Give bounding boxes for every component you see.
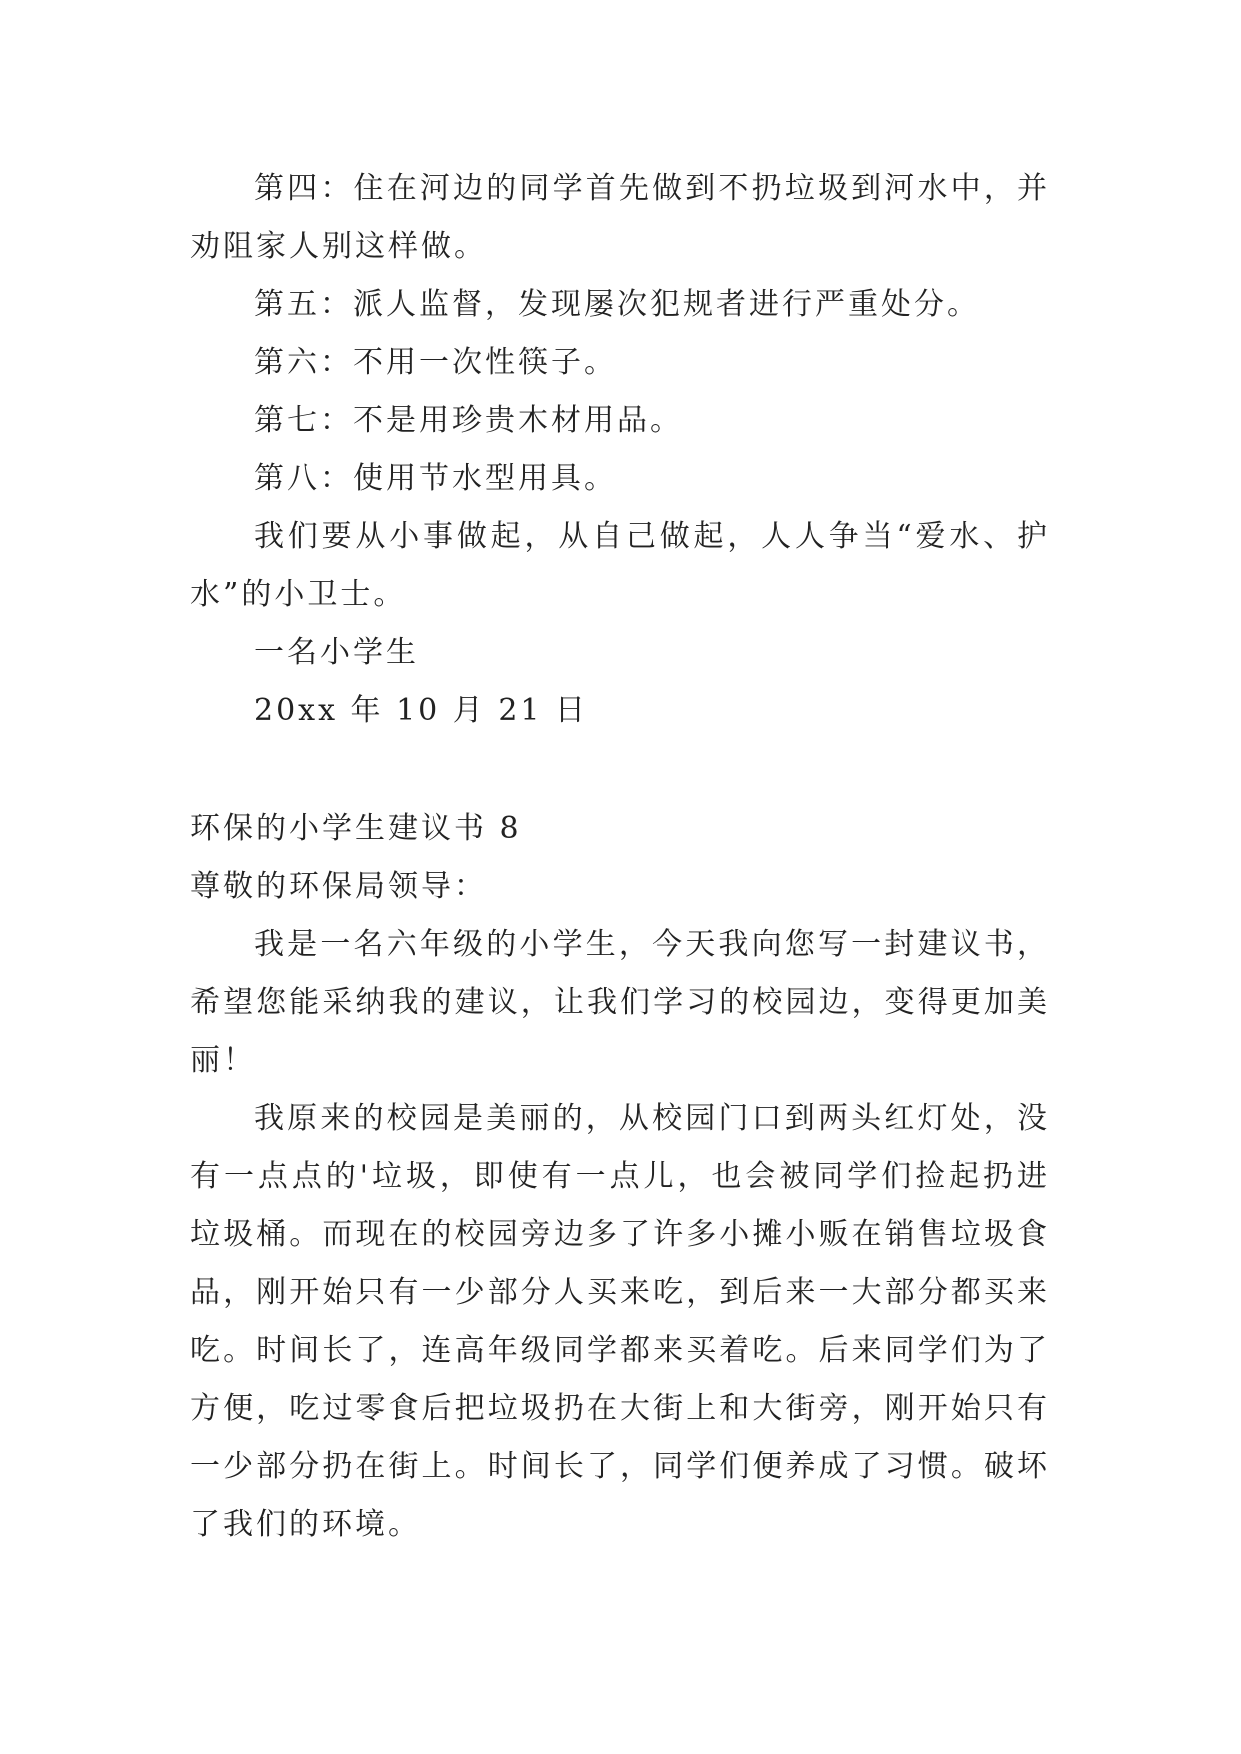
section-title: 环保的小学生建议书 8 — [190, 811, 522, 846]
date: 20xx 年 10 月 21 日 — [254, 693, 589, 728]
paragraph-2: 我原来的校园是美丽的，从校园门口到两头红灯处，没有一点点的'垃圾，即使有一点儿，也会被同学们捡起扔进垃圾桶。而现在的校园旁边多了许多小摊小贩在销售垃圾食品，刚开始只有一少部分人买来吃，到后来一大部分都买来吃。时间长了，连高年级同学都来买着吃。后来同学们为了方便，吃过零食后把垃圾扔在大街上和大街旁，刚开始只有一少部分扔在街上。时间长了，同学们便养成了习惯。破坏了我们的环境。 — [190, 1101, 1050, 1542]
list-item-8: 第八：使用节水型用具。 — [254, 461, 617, 496]
closing-paragraph: 我们要从小事做起，从自己做起，人人争当“爱水、护水”的小卫士。 — [190, 519, 1050, 612]
paragraph-1: 我是一名六年级的小学生，今天我向您写一封建议书，希望您能采纳我的建议，让我们学习的校园边，变得更加美丽！ — [190, 927, 1050, 1078]
list-item-7: 第七：不是用珍贵木材用品。 — [254, 403, 683, 438]
list-item-6: 第六：不用一次性筷子。 — [254, 345, 617, 380]
list-item-5: 第五：派人监督，发现屡次犯规者进行严重处分。 — [254, 287, 980, 322]
signature: 一名小学生 — [254, 635, 419, 670]
salutation: 尊敬的环保局领导： — [190, 869, 487, 904]
list-item-4: 第四：住在河边的同学首先做到不扔垃圾到河水中，并劝阻家人别这样做。 — [190, 171, 1050, 264]
document-body — [190, 160, 1050, 1554]
section-spacer — [190, 740, 1050, 800]
